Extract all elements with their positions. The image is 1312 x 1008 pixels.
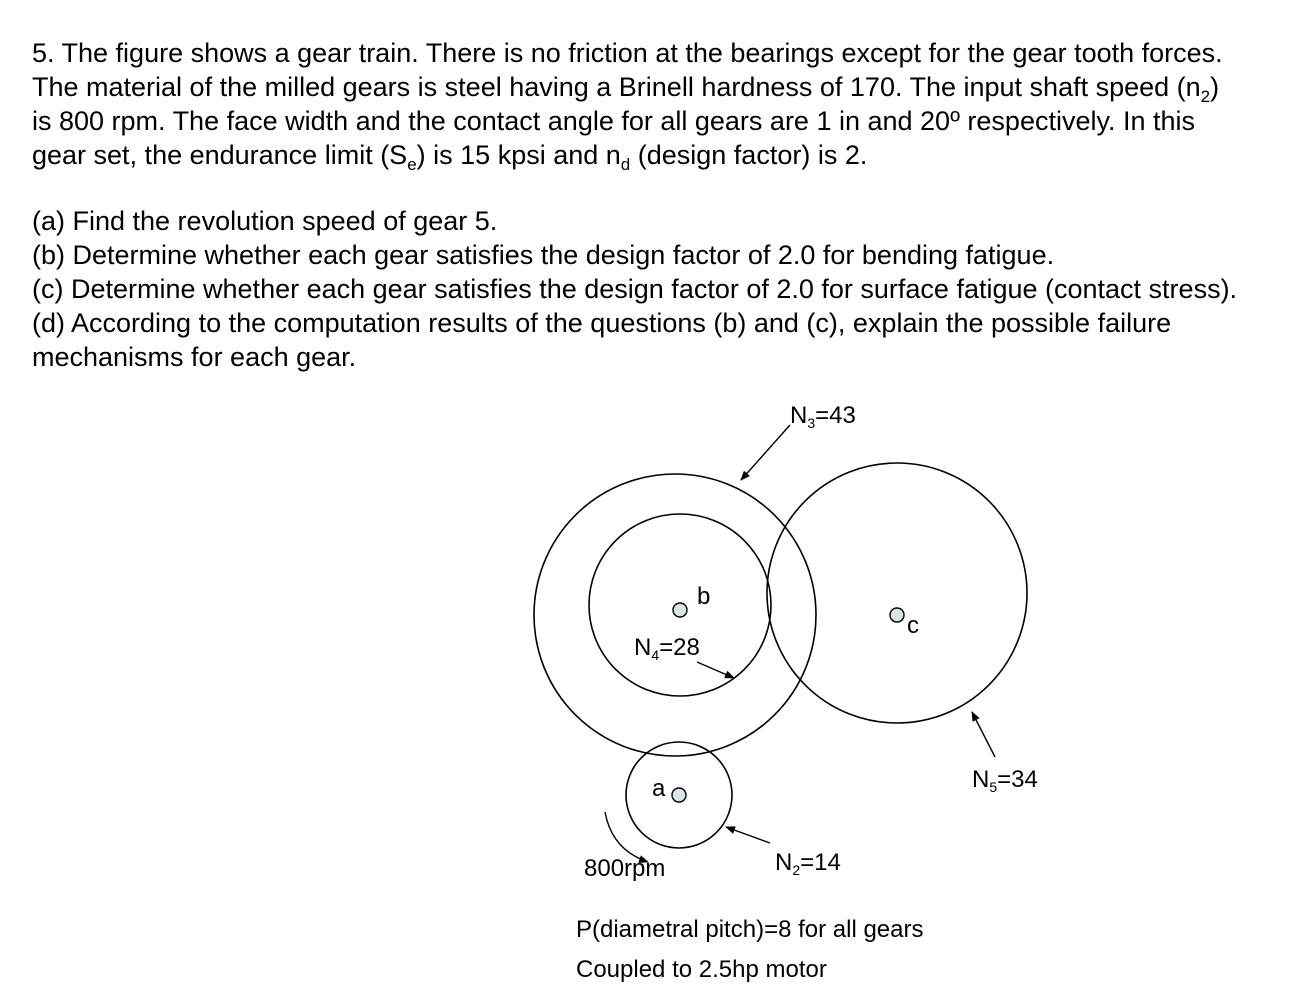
n4-leader-arrow <box>697 662 734 678</box>
n3-label: $N_3=43$ <box>790 402 856 431</box>
n2-leader-arrow <box>726 827 770 843</box>
n3-leader-arrow <box>741 425 790 480</box>
shaft-b-label: b <box>697 583 711 610</box>
n5-leader-arrow <box>972 712 995 757</box>
n4-label: $N_4=28$ <box>634 634 700 663</box>
problem-text: The material of the milled gears is steel having a Brinell hardness of 170. The input shaft speed (n <box>32 72 1201 102</box>
shaft-c-label: c <box>907 612 919 639</box>
shaft-c-marker <box>890 608 904 622</box>
subscript: e <box>407 155 417 174</box>
n2-label: $N_2=14$ <box>775 849 841 878</box>
question-item: (c) Determine whether each gear satisfies the design factor of 2.0 for surface fatigue (contact stress). <box>32 274 1238 304</box>
problem-text: (design factor) is 2. <box>630 140 868 170</box>
n5-label: $N_5=34$ <box>972 766 1038 795</box>
problem-text: is 800 rpm. The face width and the contact angle for all gears are 1 in and 20º respectively. In this <box>32 106 1196 136</box>
gear-5-circle <box>767 463 1027 723</box>
motor-note: Coupled to 2.5hp motor <box>576 956 827 983</box>
subscript: d <box>620 155 631 174</box>
shaft-a-marker <box>672 788 686 802</box>
shaft-b-marker <box>673 603 687 617</box>
speed-label: 800rpm <box>584 855 666 882</box>
shaft-a-label: a <box>652 775 666 802</box>
question-item: (a) Find the revolution speed of gear 5. <box>32 206 498 236</box>
question-item: (b) Determine whether each gear satisfies the design factor of 2.0 for bending fatigue. <box>32 240 1055 270</box>
problem-text: 5. The figure shows a gear train. There is no friction at the bearings except for the gear tooth forces. <box>32 38 1223 68</box>
question-item: mechanisms for each gear. <box>32 342 357 372</box>
pitch-note: P(diametral pitch)=8 for all gears <box>576 916 924 943</box>
subscript: 2 <box>1200 87 1211 106</box>
problem-text: gear set, the endurance limit (S <box>32 140 408 170</box>
problem-text: ) is 15 kpsi and n <box>416 140 621 170</box>
problem-text: ) <box>1210 72 1220 102</box>
question-item: (d) According to the computation results of the questions (b) and (c), explain the possible failure <box>32 308 1172 338</box>
